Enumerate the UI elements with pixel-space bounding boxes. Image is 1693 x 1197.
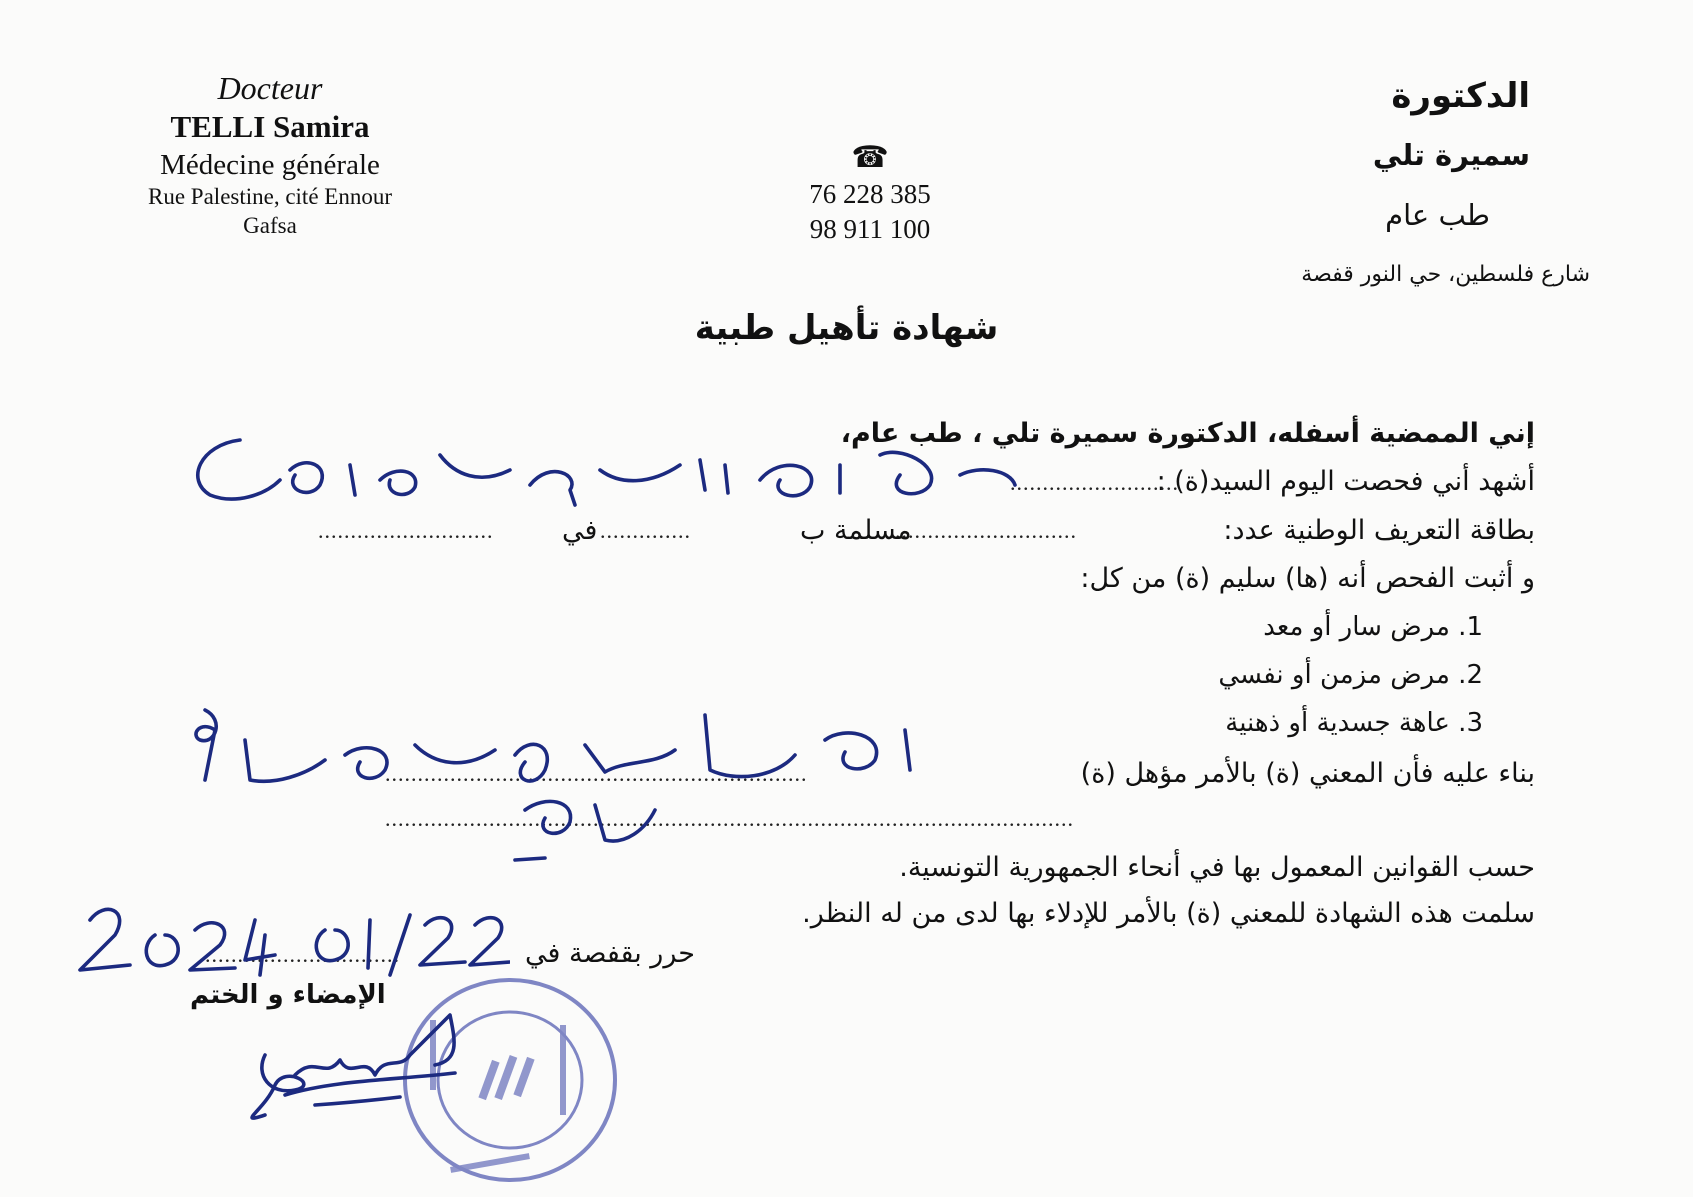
doctor-stamp [390,965,630,1195]
statement-line-1: إني الممضية أسفله، الدكتورة سميرة تلي ، طب عام، [840,418,1535,449]
city-fr: Gafsa [243,212,297,238]
dotted-field-id-number: ............................ [895,518,1077,543]
doctor-title-ar: الدكتورة [1391,76,1530,116]
doctor-name-ar: سميرة تلي [1372,138,1530,172]
date-label: في [562,515,598,546]
address-ar: شارع فلسطين، حي النور قفصة [1301,262,1590,287]
statement-line-6: حسب القوانين المعمول بها في أنحاء الجمهورية التونسية. [899,852,1535,883]
signature-label: الإمضاء و الختم [190,980,386,1010]
dotted-field-continuation: .......................................................................................................... [385,806,1074,831]
statement-line-5: بناء عليه فأن المعني (ة) بالأمر مؤهل (ة) [1080,758,1535,789]
issued-in-label: حرر بقفصة في [525,938,695,969]
condition-item-2: 2. مرض مزمن أو نفسي [1218,660,1483,690]
dotted-field-date: ........................... [318,518,494,543]
telephone-icon: ☎ [851,140,889,175]
statement-line-2: أشهد أني فحصت اليوم السيد(ة) : [1156,466,1535,497]
doctor-name-fr: TELLI Samira [170,109,370,144]
phone-block [760,138,980,247]
specialty-fr: Médecine générale [160,148,380,181]
doctor-title-fr: Docteur [217,70,323,106]
phone-number-1: 76 228 385 [809,179,931,209]
dotted-field-name: .......................... [1010,470,1179,495]
specialty-ar: طب عام [1385,198,1490,232]
phone-number-2: 98 911 100 [809,214,931,245]
statement-line-7: سلمت هذه الشهادة للمعني (ة) بالأمر للإدلاء بها لدى من له النظر. [802,898,1535,929]
issued-at-label: مسلمة ب [800,515,912,546]
statement-line-4: و أثبت الفحص أنه (ها) سليم (ة) من كل: [1080,563,1535,594]
header-french [90,68,450,241]
dotted-field-issued-at: .............. [600,518,691,543]
condition-item-3: 3. عاهة جسدية أو ذهنية [1225,708,1483,738]
id-card-label: بطاقة التعريف الوطنية عدد: [1223,515,1535,546]
dotted-field-issue-date: .............................. [205,942,400,967]
document-title: شهادة تأهيل طبية [694,308,999,348]
condition-item-1: 1. مرض سار أو معد [1263,612,1483,642]
dotted-field-qualified-for: ................................................................. [385,761,808,786]
address-fr: Rue Palestine, cité Ennour [148,184,392,209]
